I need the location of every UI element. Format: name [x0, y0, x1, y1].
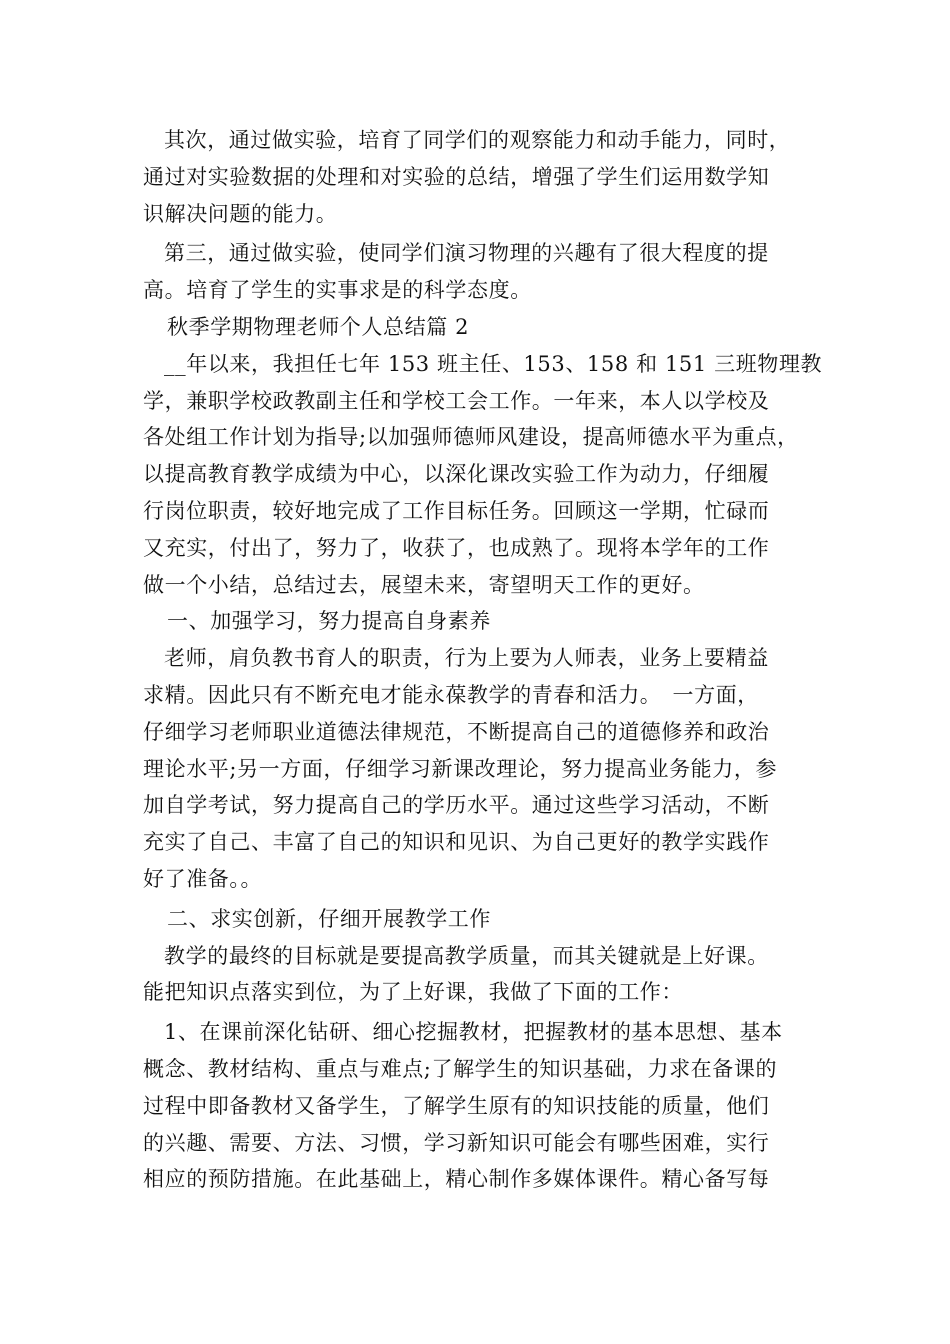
paragraph-line: 学，兼职学校政教副主任和学校工会工作。一年来，本人以学校及 — [143, 388, 770, 413]
paragraph-line: 好了准备。。 — [143, 866, 263, 891]
document-body — [143, 122, 823, 1198]
paragraph-line: 求精。因此只有不断充电才能永葆教学的青春和活力。 一方面， — [143, 682, 759, 707]
paragraph-line: 通过对实验数据的处理和对实验的总结，增强了学生们运用数学知 — [143, 164, 770, 189]
paragraph-line: 以提高教育教学成绩为中心，以深化课改实验工作为动力，仔细履 — [143, 462, 770, 487]
section-heading: 一、加强学习，努力提高自身素养 — [167, 609, 491, 634]
paragraph-line: 概念、教材结构、重点与难点;了解学生的知识基础，力求在备课的 — [143, 1056, 778, 1081]
paragraph-line: 各处组工作计划为指导;以加强师德师风建设，提高师德水平为重点， — [143, 425, 799, 450]
paragraph-line: 教学的最终的目标就是要提高教学质量，而其关键就是上好课。 — [164, 943, 769, 968]
paragraph-line: 高。培育了学生的实事求是的科学态度。 — [143, 278, 532, 303]
paragraph-line: 又充实，付出了，努力了，收获了，也成熟了。现将本学年的工作 — [143, 535, 770, 560]
paragraph-line: 相应的预防措施。在此基础上，精心制作多媒体课件。精心备写每 — [143, 1167, 770, 1192]
paragraph-line: 第三，通过做实验，使同学们演习物理的兴趣有了很大程度的提 — [164, 241, 769, 266]
paragraph-line: 识解决问题的能力。 — [143, 201, 338, 226]
paragraph-line: 充实了自己、丰富了自己的知识和见识、为自己更好的教学实践作 — [143, 830, 770, 855]
paragraph-line: 能把知识点落实到位，为了上好课，我做了下面的工作： — [143, 980, 683, 1005]
paragraph-line: 理论水平;另一方面，仔细学习新课改理论，努力提高业务能力，参 — [143, 756, 778, 781]
paragraph-line: __年以来，我担任七年 153 班主任、153、158 和 151 三班物理教 — [164, 351, 823, 376]
section-title: 秋季学期物理老师个人总结篇 2 — [167, 314, 470, 339]
paragraph-line: 老师，肩负教书育人的职责，行为上要为人师表，业务上要精益 — [164, 646, 769, 671]
section-heading: 二、求实创新，仔细开展教学工作 — [167, 906, 491, 931]
paragraph-line: 过程中即备教材又备学生，了解学生原有的知识技能的质量，他们 — [143, 1093, 770, 1118]
paragraph-line: 1、在课前深化钻研、细心挖掘教材，把握教材的基本思想、基本 — [164, 1020, 783, 1045]
paragraph-line: 行岗位职责，较好地完成了工作目标任务。回顾这一学期，忙碌而 — [143, 498, 770, 523]
paragraph-line: 的兴趣、需要、方法、习惯，学习新知识可能会有哪些困难，实行 — [143, 1130, 770, 1155]
paragraph-line: 其次，通过做实验，培育了同学们的观察能力和动手能力，同时， — [164, 128, 791, 152]
paragraph-line: 仔细学习老师职业道德法律规范，不断提高自己的道德修养和政治 — [143, 719, 770, 744]
paragraph-line: 加自学考试，努力提高自己的学历水平。通过这些学习活动，不断 — [143, 793, 770, 818]
paragraph-line: 做一个小结，总结过去，展望未来，寄望明天工作的更好。 — [143, 572, 705, 597]
